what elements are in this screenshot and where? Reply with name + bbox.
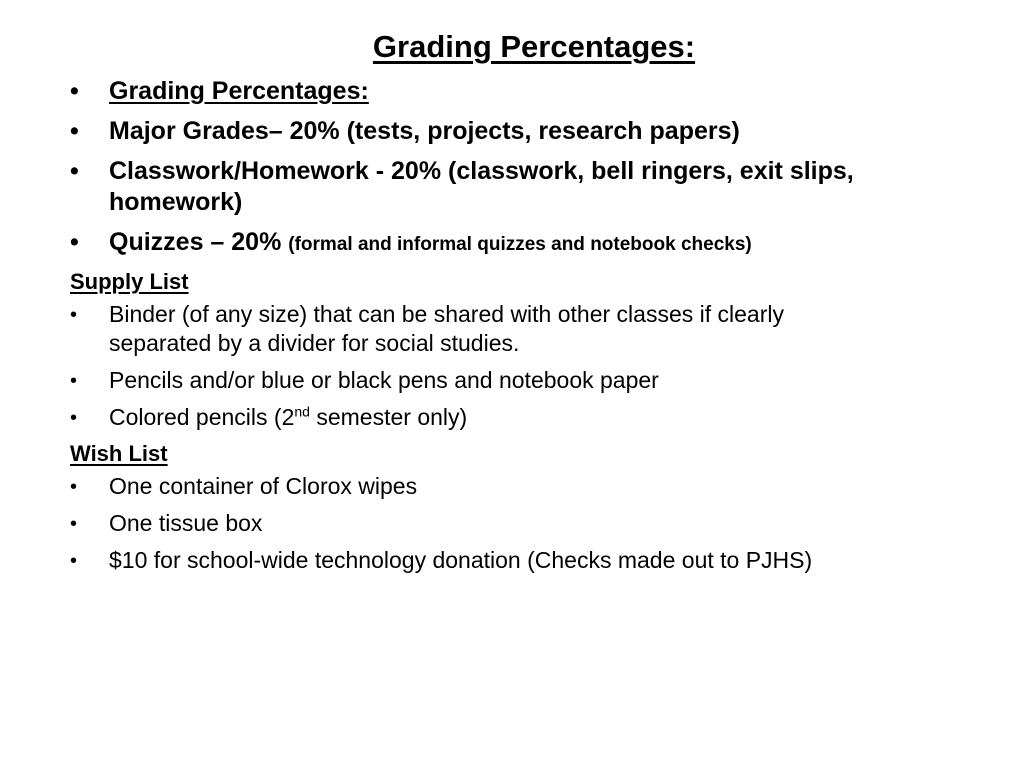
grading-section [70,76,1000,260]
bullet-icon: • [70,77,79,105]
grading-classwork-line1: Classwork/Homework - 20% (classwork, bell ringers, exit slips, [109,157,854,185]
supply-item [70,300,1000,358]
supply-item [70,403,1000,432]
wish-list-heading: Wish List [70,441,168,466]
supply-item-text: Pencils and/or blue or black pens and notebook paper [109,367,659,393]
bullet-icon: • [70,304,78,326]
grading-quizzes-note: (formal and informal quizzes and notebook checks) [288,234,752,255]
slide-content [70,76,1000,575]
grading-classwork-line2: homework) [109,188,243,216]
grading-heading: Grading Percentages: [109,77,369,105]
grading-major-text: Major Grades– 20% (tests, projects, research papers) [109,117,740,145]
grading-quizzes-item [70,227,1000,260]
supply-item [70,366,1000,395]
supply-list-heading: Supply List [70,269,189,294]
bullet-icon: • [70,117,79,145]
bullet-icon: • [70,228,79,256]
wish-item [70,546,1000,575]
wish-item-text: One tissue box [109,510,263,536]
bullet-icon: • [70,157,79,185]
bullet-icon: • [70,550,78,572]
supply-item-text-line2: separated by a divider for social studies. [109,330,520,356]
supply-item-superscript: nd [294,403,310,420]
supply-item-text-before: Colored pencils (2 [109,404,295,430]
supply-list [70,300,1000,432]
wish-list [70,472,1000,575]
grading-classwork-item [70,156,1000,218]
grading-quizzes-main: Quizzes – 20% [109,228,282,256]
bullet-icon: • [70,476,78,498]
wish-item [70,509,1000,538]
supply-item-text-line1: Binder (of any size) that can be shared with other classes if clearly [109,301,784,327]
wish-item-text: $10 for school-wide technology donation (Checks made out to PJHS) [109,547,813,573]
bullet-icon: • [70,513,78,535]
slide-title: Grading Percentages: [372,29,696,64]
wish-item [70,472,1000,501]
grading-heading-item [70,76,1000,107]
bullet-icon: • [70,407,78,429]
wish-item-text: One container of Clorox wipes [109,473,418,499]
grading-major-item [70,116,1000,147]
supply-item-text-after: semester only) [309,404,468,430]
bullet-icon: • [70,370,78,392]
